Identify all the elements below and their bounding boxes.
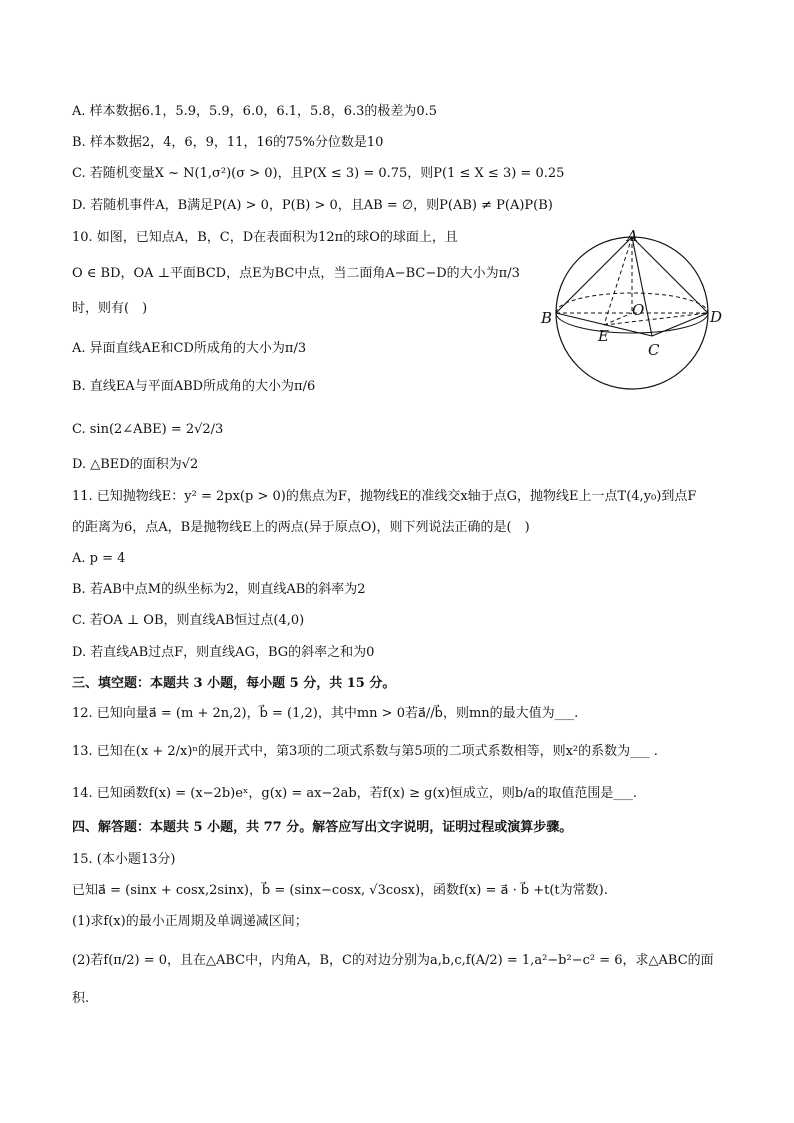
option-9b: B. 样本数据2，4，6，9，11，16的75%分位数是10	[72, 135, 384, 150]
option-10d: D. △BED的面积为√2	[72, 457, 199, 472]
label-e: E	[598, 327, 609, 345]
question-10-stem-cont: O ∈ BD，OA ⊥平面BCD，点E为BC中点，当二面角A−BC−D的大小为π/3	[72, 266, 520, 281]
label-d: D	[710, 308, 723, 326]
option-11c: C. 若OA ⊥ OB，则直线AB恒过点(4,0)	[72, 613, 305, 628]
option-9c: C. 若随机变量X ~ N(1,σ²)(σ > 0)，且P(X ≤ 3) = 0.75，则P(1 ≤ X ≤ 3) = 0.25	[72, 166, 565, 181]
option-10a: A. 异面直线AE和CD所成角的大小为π/3	[72, 341, 307, 356]
question-11-stem: 11. 已知抛物线E：y² = 2px(p > 0)的焦点为F，抛物线E的准线交x轴于点G，抛物线E上一点T(4,y₀)到点F	[72, 489, 697, 504]
question-10-stem-end: 时，则有( )	[72, 301, 148, 316]
question-15-header: 15. (本小题13分)	[72, 852, 176, 867]
question-12: 12. 已知向量a⃗ = (m + 2n,2)，b⃗ = (1,2)，其中mn > 0若a⃗//b⃗，则mn的最大值为___.	[72, 706, 579, 721]
segment-ab	[556, 237, 632, 313]
option-10b: B. 直线EA与平面ABD所成角的大小为π/6	[72, 379, 316, 394]
label-c: C	[648, 341, 660, 359]
sphere-figure	[536, 228, 736, 398]
question-15-part-2-end: 积.	[72, 991, 90, 1006]
question-14: 14. 已知函数f(x) = (x−2b)eˣ，g(x) = ax−2ab，若f(x) ≥ g(x)恒成立，则b/a的取值范围是___.	[72, 786, 638, 801]
label-a: A	[627, 228, 638, 245]
question-13: 13. 已知在(x + 2/x)ⁿ的展开式中，第3项的二项式系数与第5项的二项式系数相等，则x²的系数为___ .	[72, 744, 658, 759]
option-9a: A. 样本数据6.1，5.9，5.9，6.0，6.1，5.8，6.3的极差为0.5	[72, 104, 438, 119]
segment-ae	[604, 237, 632, 325]
label-o: O	[632, 301, 645, 319]
question-15-stem: 已知a⃗ = (sinx + cosx,2sinx)，b⃗ = (sinx−cosx, √3cosx)，函数f(x) = a⃗ · b⃗ +t(t为常数).	[72, 883, 608, 898]
option-11b: B. 若AB中点M的纵坐标为2，则直线AB的斜率为2	[72, 582, 366, 597]
option-11a: A. p = 4	[72, 551, 126, 566]
question-11-stem-cont: 的距离为6，点A，B是抛物线E上的两点(异于原点O)，则下列说法正确的是( )	[72, 520, 530, 535]
section-4-heading: 四、解答题：本题共 5 小题，共 77 分。解答应写出文字说明，证明过程或演算步骤。	[72, 820, 573, 835]
option-10c: C. sin(2∠ABE) = 2√2/3	[72, 422, 224, 437]
section-3-heading: 三、填空题：本题共 3 小题，每小题 5 分，共 15 分。	[72, 676, 396, 691]
segment-cd	[652, 313, 708, 336]
option-11d: D. 若直线AB过点F，则直线AG，BG的斜率之和为0	[72, 645, 375, 660]
question-15-part-2: (2)若f(π/2) = 0，且在△ABC中，内角A，B，C的对边分别为a,b,c,f(A/2) = 1,a²−b²−c² = 6，求△ABC的面	[72, 953, 714, 968]
question-10-stem: 10. 如图，已知点A，B，C，D在表面积为12π的球O的球面上，且	[72, 230, 458, 245]
option-9d: D. 若随机事件A，B满足P(A) > 0，P(B) > 0，且AB = ∅，则P(AB) ≠ P(A)P(B)	[72, 198, 553, 213]
label-b: B	[541, 309, 553, 327]
question-15-part-1: (1)求f(x)的最小正周期及单调递减区间；	[72, 914, 308, 929]
